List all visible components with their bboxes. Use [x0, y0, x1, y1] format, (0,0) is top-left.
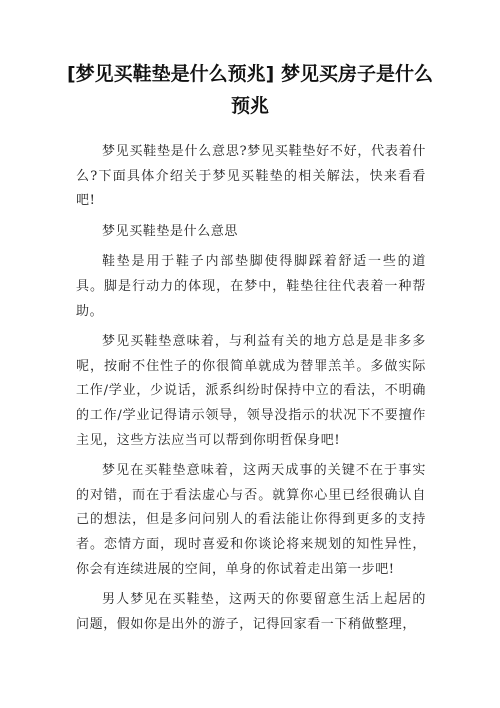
article-body — [76, 140, 426, 643]
section-subheading: 梦见买鞋垫是什么意思 — [102, 223, 239, 239]
intro-paragraph: 梦见买鞋垫是什么意思?梦见买鞋垫好不好，代表着什么?下面具体介绍关于梦见买鞋垫的相关解法，快来看看吧! — [76, 144, 426, 209]
body-paragraph: 鞋垫是用于鞋子内部垫脚使得脚踩着舒适一些的道具。脚是行动力的体现，在梦中，鞋垫往往代表着一种帮助。 — [76, 254, 426, 319]
body-paragraph: 男人梦见在买鞋垫，这两天的你要留意生活上起居的问题，假如你是出外的游子，记得回家看一下稍做整理， — [76, 592, 426, 632]
page-title: [梦见买鞋垫是什么预兆] 梦见买房子是什么预兆 — [67, 63, 433, 117]
body-paragraph: 梦见在买鞋垫意味着，这两天成事的关键不在于事实的对错，而在于看法虚心与否。就算你心里已经很确认自己的想法，但是多问问别人的看法能让你得到更多的支持者。恋情方面，现时喜爱和你谈论将来规划的知性异性，你会有连续进展的空间，单身的你试着走出第一步吧! — [76, 463, 426, 577]
body-paragraph: 梦见买鞋垫意味着，与利益有关的地方总是是非多多呢，按耐不住性子的你很简单就成为替罪羔羊。多做实际工作/学业，少说话，派系纠纷时保持中立的看法，不明确的工作/学业记得请示领导，领导没指示的状况下不要擅作主见，这些方法应当可以帮到你明哲保身吧! — [76, 334, 426, 448]
